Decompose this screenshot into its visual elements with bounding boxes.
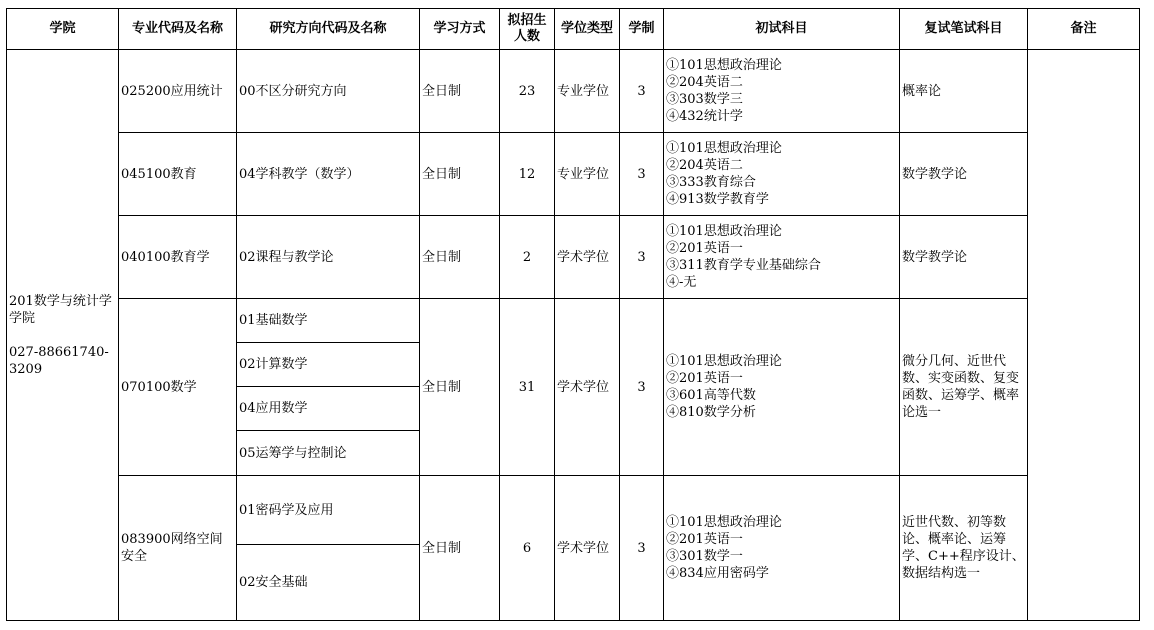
exam-subject: ③311教育学专业基础综合 — [666, 258, 821, 273]
direction-cell: 02课程与教学论 — [237, 216, 420, 299]
table-row — [7, 133, 1140, 216]
degree-type-cell: 学术学位 — [555, 476, 620, 621]
retest-subjects-cell: 微分几何、近世代数、实变函数、复变函数、运筹学、概率论选一 — [900, 299, 1028, 476]
header-major: 专业代码及名称 — [119, 9, 237, 50]
college-phone: 027-88661740-3209 — [9, 344, 109, 377]
study-mode-cell: 全日制 — [420, 216, 500, 299]
major-cell: 083900网络空间安全 — [119, 476, 237, 621]
exam-subject: ①101思想政治理论 — [666, 141, 782, 156]
retest-subjects-cell: 数学教学论 — [900, 133, 1028, 216]
exam-subject: ②204英语二 — [666, 158, 743, 173]
header-study-mode: 学习方式 — [420, 9, 500, 50]
exam-subjects-cell — [664, 476, 900, 621]
degree-type-cell: 学术学位 — [555, 299, 620, 476]
header-exam-subjects: 初试科目 — [664, 9, 900, 50]
header-college: 学院 — [7, 9, 119, 50]
direction-cell: 04学科教学（数学） — [237, 133, 420, 216]
header-row — [7, 9, 1140, 50]
retest-subjects-cell: 数学教学论 — [900, 216, 1028, 299]
exam-subject: ①101思想政治理论 — [666, 515, 782, 530]
remarks-cell — [1028, 50, 1140, 621]
degree-type-cell: 专业学位 — [555, 133, 620, 216]
direction-cell: 05运筹学与控制论 — [237, 431, 420, 476]
years-cell: 3 — [620, 50, 664, 133]
exam-subject: ①101思想政治理论 — [666, 224, 782, 239]
exam-subjects-cell — [664, 299, 900, 476]
direction-cell: 01密码学及应用 — [237, 476, 420, 545]
major-cell: 040100教育学 — [119, 216, 237, 299]
direction-cell: 01基础数学 — [237, 299, 420, 343]
degree-type-cell: 专业学位 — [555, 50, 620, 133]
quota-cell: 6 — [500, 476, 555, 621]
direction-cell: 02计算数学 — [237, 343, 420, 387]
study-mode-cell: 全日制 — [420, 299, 500, 476]
retest-subjects-cell: 近世代数、初等数论、概率论、运筹学、C++程序设计、数据结构选一 — [900, 476, 1028, 621]
header-quota: 拟招生人数 — [500, 9, 555, 50]
header-years: 学制 — [620, 9, 664, 50]
years-cell: 3 — [620, 133, 664, 216]
exam-subject: ④432统计学 — [666, 109, 743, 124]
exam-subject: ②204英语二 — [666, 75, 743, 90]
header-direction: 研究方向代码及名称 — [237, 9, 420, 50]
quota-cell: 31 — [500, 299, 555, 476]
exam-subjects-cell — [664, 133, 900, 216]
header-degree-type: 学位类型 — [555, 9, 620, 50]
years-cell: 3 — [620, 299, 664, 476]
exam-subject: ④810数学分析 — [666, 405, 756, 420]
quota-cell: 12 — [500, 133, 555, 216]
direction-cell: 04应用数学 — [237, 387, 420, 431]
years-cell: 3 — [620, 476, 664, 621]
study-mode-cell: 全日制 — [420, 50, 500, 133]
direction-cell: 00不区分研究方向 — [237, 50, 420, 133]
exam-subject: ①101思想政治理论 — [666, 354, 782, 369]
admission-table — [6, 8, 1140, 621]
study-mode-cell: 全日制 — [420, 133, 500, 216]
degree-type-cell: 学术学位 — [555, 216, 620, 299]
exam-subject: ③303数学三 — [666, 92, 743, 107]
table-row — [7, 50, 1140, 133]
exam-subject: ②201英语一 — [666, 532, 743, 547]
exam-subject: ③601高等代数 — [666, 388, 756, 403]
table-row — [7, 299, 1140, 343]
major-cell: 070100数学 — [119, 299, 237, 476]
exam-subject: ④-无 — [666, 275, 697, 290]
years-cell: 3 — [620, 216, 664, 299]
exam-subjects-cell — [664, 50, 900, 133]
table-row — [7, 216, 1140, 299]
exam-subject: ②201英语一 — [666, 371, 743, 386]
retest-subjects-cell: 概率论 — [900, 50, 1028, 133]
college-name: 201数学与统计学学院 — [9, 293, 112, 326]
header-retest-subjects: 复试笔试科目 — [900, 9, 1028, 50]
exam-subject: ②201英语一 — [666, 241, 743, 256]
direction-cell: 02安全基础 — [237, 545, 420, 621]
table-row — [7, 476, 1140, 545]
college-cell — [7, 50, 119, 621]
major-cell: 025200应用统计 — [119, 50, 237, 133]
header-remarks: 备注 — [1028, 9, 1140, 50]
exam-subject: ④913数学教育学 — [666, 192, 769, 207]
exam-subjects-cell — [664, 216, 900, 299]
study-mode-cell: 全日制 — [420, 476, 500, 621]
quota-cell: 23 — [500, 50, 555, 133]
exam-subject: ③301数学一 — [666, 549, 743, 564]
quota-cell: 2 — [500, 216, 555, 299]
exam-subject: ④834应用密码学 — [666, 566, 769, 581]
exam-subject: ①101思想政治理论 — [666, 58, 782, 73]
exam-subject: ③333教育综合 — [666, 175, 756, 190]
major-cell: 045100教育 — [119, 133, 237, 216]
